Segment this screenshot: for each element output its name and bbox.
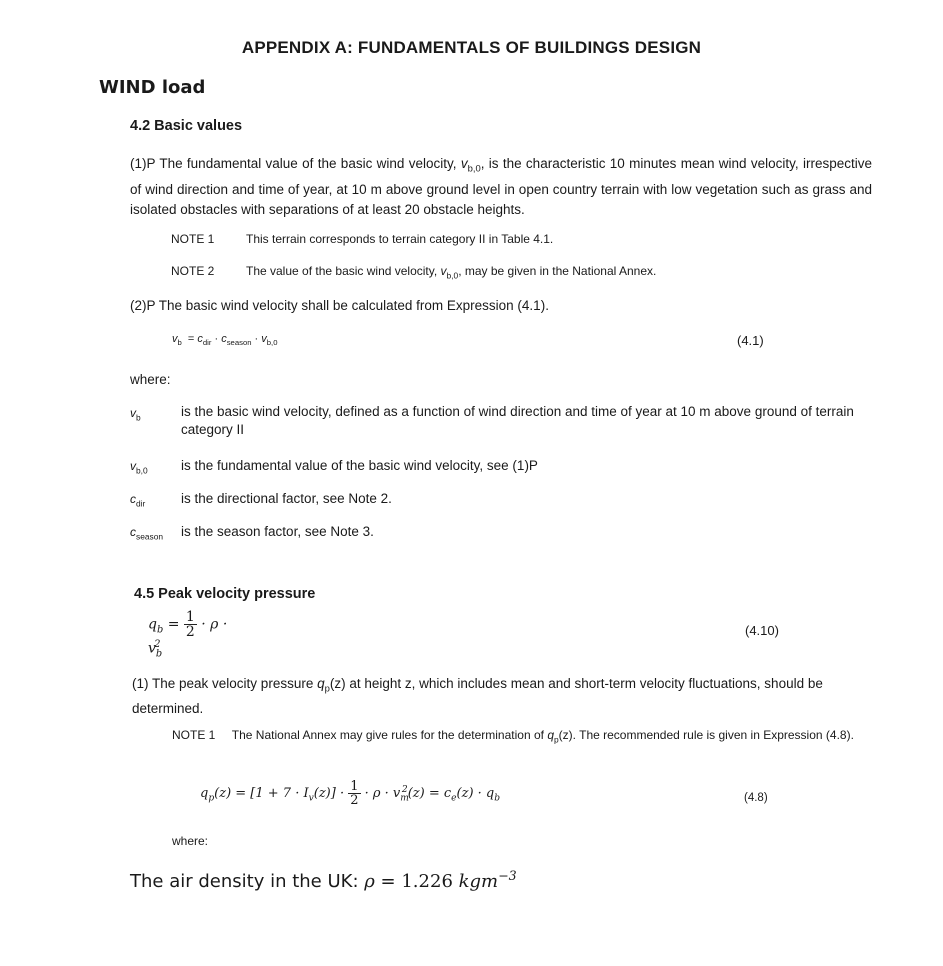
air-density-prefix: The air density in the UK: xyxy=(130,871,365,892)
where-label-2: where: xyxy=(172,834,209,848)
paragraph-1p-rest: , is the characteristic 10 minutes mean wind velocity, irrespective of wind direction and time of year, at 10 m above ground level in open country terrain with low vegetation such as grass and isolated obstacles with separations of at least 20 obstacle heights. xyxy=(130,156,872,217)
paragraph-2p: (2)P The basic wind velocity shall be calculated from Expression (4.1). xyxy=(130,298,549,313)
air-density-line: The air density in the UK: ρ = 1.226 kgm$^{-3}$ xyxy=(130,868,517,892)
where-label: where: xyxy=(130,372,171,387)
section-4-2-title: 4.2 Basic values xyxy=(130,118,243,134)
def-text: is the basic wind velocity, defined as a function of wind direction and time of year at 10 m above ground of terrain category II xyxy=(181,404,854,437)
paragraph-1p-prefix: (1)P The fundamental value of the basic wind velocity, xyxy=(130,156,461,171)
air-density-unit: kgm xyxy=(458,871,499,892)
symbol-v: v xyxy=(460,156,468,171)
note-1-label: NOTE 1 xyxy=(171,232,215,246)
page-title: APPENDIX A: FUNDAMENTALS OF BUILDINGS DESIGN xyxy=(241,38,702,57)
paragraph-peak-pressure: (1) The peak velocity pressure $q_p(z)$ at height z, which includes mean and short-term velocity fluctuations, should be determined. xyxy=(132,676,823,716)
paragraph-1p xyxy=(130,154,872,220)
def-text: is the fundamental value of the basic wind velocity, see (1)P xyxy=(181,458,538,473)
air-density-value: 1.226 xyxy=(401,871,453,892)
section-4-5-title: 4.5 Peak velocity pressure xyxy=(134,586,316,602)
equation-4-1: $v_b = c_{dir} \cdot c_{season} \cdot v_{b,0}$ xyxy=(172,333,278,348)
symbol-subscript: b,0 xyxy=(467,163,481,175)
note-2-suffix: , may be given in the National Annex. xyxy=(458,264,657,278)
def-symbol: $c_{dir}$ xyxy=(130,492,146,509)
def-symbol: $v_b$ xyxy=(130,406,141,423)
note-1-text: This terrain corresponds to terrain category II in Table 4.1. xyxy=(246,232,554,246)
equation-4-10: $q_b$ = $\frac{1}{2}$ · $\rho \cdot v_b^2$ xyxy=(148,609,228,660)
air-density-exponent: −3 xyxy=(498,868,517,883)
def-text: is the directional factor, see Note 2. xyxy=(181,491,392,506)
symbol-v: v xyxy=(440,264,447,278)
equation-4-8: $q_p(z) = [1 + 7 \cdot I_v(z)]$ · $\frac{1}{2}$ · $\rho \cdot v_m^2(z) = c_e(z) \cdot q_b$ xyxy=(200,779,501,808)
symbol-subscript: b,0 xyxy=(446,270,459,281)
equation-number-4-1: (4.1) xyxy=(737,333,764,348)
equation-number-4-10: (4.10) xyxy=(745,623,779,638)
note-4-5: NOTE 1 The National Annex may give rules for the determination of $q_p(z)$. The recommended rule is given in Expression (4.8). xyxy=(172,728,854,745)
def-symbol: $v_{b,0}$ xyxy=(130,459,148,476)
equation-number-4-8: (4.8) xyxy=(744,792,768,804)
def-text: is the season factor, see Note 3. xyxy=(181,524,374,539)
section-heading-wind: WIND load xyxy=(99,77,206,98)
note-2-label: NOTE 2 xyxy=(171,264,215,278)
note-2-text xyxy=(246,264,656,280)
def-symbol: $c_{season}$ xyxy=(130,525,164,542)
note-2-prefix: The value of the basic wind velocity, xyxy=(246,264,441,278)
